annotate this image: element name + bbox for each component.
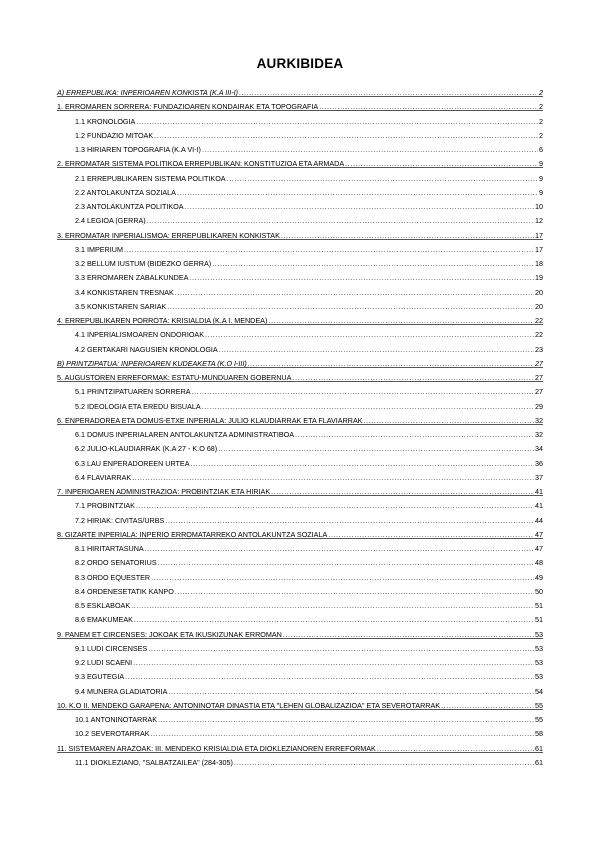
toc-page-number: 18 — [535, 259, 543, 268]
toc-page-number: 58 — [535, 729, 543, 739]
toc-entry-title: 8.5 ESKLABOAK — [75, 601, 131, 610]
toc-entry-title: 3.4 KONKISTAREN TRESNAK — [75, 287, 174, 297]
toc-leader-dots — [189, 273, 534, 282]
toc-page-number: 53 — [535, 672, 543, 682]
toc-page-number: 20 — [535, 301, 543, 311]
toc-subentry[interactable] — [57, 256, 543, 268]
toc-leader-dots — [219, 345, 534, 354]
toc-entry-title: 3.1 IMPERIUM — [75, 244, 123, 254]
toc-subentry[interactable] — [57, 441, 543, 453]
toc-leader-dots — [136, 117, 538, 126]
toc-page-number: 48 — [535, 558, 543, 568]
toc-leader-dots — [212, 259, 534, 268]
toc-entry-title: 8.3 ORDO EQUESTER — [75, 572, 151, 582]
toc-entry-title: 10. K.O II. MENDEKO GARAPENA: ANTONINOTAR DINASTIA ETA "LEHEN GLOBALIZAZIOA" ETA SEVEROTARRAK — [57, 700, 441, 710]
toc-page-number: 2 — [539, 130, 543, 140]
toc-entry-title: 2.3 ANTOLAKUNTZA POLITIKOA — [75, 202, 184, 211]
toc-subentry[interactable] — [57, 114, 543, 126]
toc-entry-title: 1. ERROMAREN SORRERA: FUNDAZIOAREN KONDAIRAK ETA TOPOGRAFIA — [57, 102, 319, 112]
toc-entry-title: 4.1 INPERIALISMOAREN ONDORIOAK — [75, 330, 205, 340]
toc-entry-title: 5. AUGUSTOREN ERREFORMAK: ESTATU-MUNDUAREN GOBERNUA — [57, 373, 292, 382]
toc-entry-title: 10.2 SEVEROTARRAK — [75, 729, 150, 739]
toc-page-number: 36 — [535, 458, 543, 468]
toc-subentry[interactable] — [57, 285, 543, 297]
toc-subentry[interactable] — [57, 427, 543, 439]
toc-page-number: 20 — [535, 287, 543, 297]
toc-entry-title: 9. PANEM ET CIRCENSES: JOKOAK ETA IKUSKIZUNAK ERROMAN — [57, 629, 282, 639]
toc-leader-dots — [154, 131, 538, 140]
toc-entry-title: 6.1 DOMUS INPERIALAREN ANTOLAKUNTZA ADMINISTRATIBOA — [75, 430, 294, 439]
toc-page-number: 29 — [535, 401, 543, 411]
toc-divider — [57, 638, 543, 639]
toc-divider — [57, 324, 543, 325]
page-title: AURKIBIDEA — [256, 56, 344, 71]
toc-page-number: 23 — [535, 344, 543, 354]
toc-entry-title: 8. GIZARTE INPERIALA: INPERIO ERROMATARREKO ANTOLAKUNTZA SOZIALA — [57, 529, 328, 539]
toc-page-number: 55 — [535, 715, 543, 724]
toc-entry-title: 8.1 HIRITARTASUNA — [75, 544, 144, 553]
toc-subentry[interactable] — [57, 726, 543, 738]
toc-entry-title: 7.1 PROBINTZIAK — [75, 501, 135, 511]
toc-page-number: 27 — [535, 358, 543, 368]
toc-leader-dots — [205, 330, 534, 339]
toc-leader-dots — [132, 473, 534, 482]
toc-subentry[interactable] — [57, 584, 543, 596]
toc-page-number: 6 — [539, 145, 543, 154]
toc-entry-title: 7. INPERIOAREN ADMINISTRAZIOA: PROBINTZIAK ETA HIRIAK — [57, 487, 271, 496]
toc-page-number: 47 — [535, 529, 543, 539]
toc-page-number: 19 — [535, 273, 543, 283]
toc-page-number: 49 — [535, 572, 543, 582]
toc-entry-title: 11. SISTEMAREN ARAZOAK: III. MENDEKO KRISIALDIA ETA DIOKLEZIANOREN ERREFORMAK — [57, 743, 376, 753]
toc-leader-dots — [295, 430, 534, 439]
toc-subentry[interactable] — [57, 456, 543, 468]
toc-subentry[interactable] — [57, 342, 543, 354]
toc-subentry[interactable] — [57, 399, 543, 411]
toc-subentry[interactable] — [57, 470, 543, 482]
toc-entry-title: 8.6 EMAKUMEAK — [75, 615, 133, 625]
toc-page-number: 2 — [539, 88, 543, 97]
toc-leader-dots — [175, 288, 534, 297]
toc-page-number: 51 — [535, 615, 543, 625]
toc-entry-title: 8.2 ORDO SENATORIUS — [75, 558, 157, 568]
toc-subentry[interactable] — [57, 299, 543, 311]
toc-page-number: 55 — [535, 700, 543, 710]
toc-leader-dots — [165, 516, 534, 525]
toc-entry-title: A) ERREPUBLIKA: INPERIOAREN KONKISTA (K.A III-I) — [57, 88, 239, 97]
toc-leader-dots — [167, 302, 534, 311]
toc-leader-dots — [151, 573, 534, 582]
toc-page-number: 22 — [535, 316, 543, 325]
toc-entry-title: 9.4 MUNERA GLADIATORIA — [75, 686, 168, 696]
toc-page-number: 32 — [535, 415, 543, 425]
toc-divider — [57, 495, 543, 496]
toc-page-number: 61 — [535, 757, 543, 767]
toc-page-number: 54 — [535, 686, 543, 696]
toc-page-number: 17 — [535, 230, 543, 240]
toc-subentry[interactable] — [57, 712, 543, 724]
toc-entry-title: 3.3 ERROMAREN ZABALKUNDEA — [75, 273, 189, 283]
toc-entry-title: 6.2 JULIO-KLAUDIARRAK (K.A 27 - K.O 68) — [75, 444, 218, 454]
toc-divider — [57, 424, 543, 425]
toc-page-number: 9 — [539, 173, 543, 183]
toc-subentry[interactable] — [57, 755, 543, 767]
toc-entry-title: 6.4 FLAVIARRAK — [75, 472, 132, 482]
toc-entry-title: 3.2 BELLUM IUSTUM (BIDEZKO GERRA) — [75, 259, 212, 268]
toc-entry-title: 7.2 HIRIAK: CIVITAS/URBS — [75, 515, 165, 525]
toc-divider — [57, 367, 543, 368]
toc-leader-dots — [158, 558, 534, 567]
toc-leader-dots — [147, 216, 534, 225]
toc-page-number: 27 — [535, 387, 543, 397]
toc-subentry[interactable] — [57, 641, 543, 653]
toc-subentry[interactable] — [57, 327, 543, 339]
toc-entry-title: 8.4 ORDENESETATIK KANPO — [75, 586, 174, 596]
toc-page-number: 12 — [535, 216, 543, 226]
toc-subentry[interactable] — [57, 655, 543, 667]
toc-subentry[interactable] — [57, 199, 543, 211]
toc-page-number: 27 — [535, 373, 543, 382]
toc-leader-dots — [133, 658, 534, 667]
toc-subentry[interactable] — [57, 570, 543, 582]
toc-entry-title: 9.1 LUDI CIRCENSES — [75, 643, 148, 653]
toc-leader-dots — [148, 644, 534, 653]
toc-entry-title: B) PRINTZIPATUA: INPERIOAREN KUDEAKETA (K.O I-III) — [57, 358, 247, 368]
toc-leader-dots — [125, 672, 534, 681]
toc-page-number: 22 — [535, 330, 543, 340]
toc-page-number: 2 — [539, 102, 543, 112]
toc-leader-dots — [151, 729, 534, 738]
toc-page-number: 61 — [535, 743, 543, 753]
toc-divider — [57, 709, 543, 710]
toc-leader-dots — [131, 601, 534, 610]
toc-subentry[interactable] — [57, 598, 543, 610]
toc-leader-dots — [168, 687, 534, 696]
toc-leader-dots — [175, 587, 534, 596]
toc-entry-title: 2.4 LEGIOA (GERRA) — [75, 216, 146, 226]
toc-entry-title: 4. ERREPUBLIKAREN PORROTA: KRISIALDIA (K.A I. MENDEA) — [57, 316, 268, 325]
toc-subentry[interactable] — [57, 541, 543, 553]
toc-page-number: 53 — [535, 658, 543, 667]
toc-entry-title: 3.5 KONKISTAREN SARIAK — [75, 301, 167, 311]
toc-page-number: 53 — [535, 643, 543, 653]
toc-entry-title: 4.2 GERTAKARI NAGUSIEN KRONOLOGIA — [75, 344, 218, 354]
toc-entry-title: 9.2 LUDI SCAENI — [75, 658, 133, 667]
toc-entry-title: 2.2 ANTOLAKUNTZA SOZIALA — [75, 187, 176, 197]
toc-page-number: 17 — [535, 244, 543, 254]
toc-subentry[interactable] — [57, 142, 543, 154]
toc-entry-title: 5.2 IDEOLOGIA ETA EREDU BISUALA — [75, 401, 201, 411]
toc-subentry[interactable] — [57, 213, 543, 225]
toc-page-number: 44 — [535, 515, 543, 525]
toc-divider — [57, 96, 543, 97]
toc-leader-dots — [185, 202, 534, 211]
toc-subentry[interactable] — [57, 270, 543, 282]
toc-leader-dots — [202, 402, 534, 411]
toc-entry-title: 2. ERROMATAR SISTEMA POLITIKOA ERREPUBLIKAN: KONSTITUZIOA ETA ARMADA — [57, 159, 345, 169]
toc-entry-title: 10.1 ANTONINOTARRAK — [75, 715, 158, 724]
toc-entry-title: 1.3 HIRIAREN TOPOGRAFIA (K.A VI-I) — [75, 145, 201, 154]
toc-subentry[interactable] — [57, 669, 543, 681]
toc-page-number: 53 — [535, 629, 543, 639]
toc-leader-dots — [145, 544, 534, 553]
toc-leader-dots — [227, 174, 538, 183]
toc-leader-dots — [177, 188, 538, 197]
toc-entry-title: 6. ENPERADOREA ETA DOMUS-ETXE INPERIALA: JULIO KLAUDIARRAK ETA FLAVIARRAK — [57, 415, 363, 425]
toc-subentry[interactable] — [57, 384, 543, 396]
toc-subentry[interactable] — [57, 171, 543, 183]
toc-leader-dots — [124, 245, 534, 254]
toc-entry-title: 3. ERROMATAR INPERIALISMOA: ERREPUBLIKAREN KONKISTAK — [57, 230, 280, 240]
toc-divider — [57, 538, 543, 539]
toc-entry-title: 9.3 EGUTEGIA — [75, 672, 125, 682]
toc-leader-dots — [192, 387, 534, 396]
toc-subentry[interactable] — [57, 555, 543, 567]
toc-entry-title: 2.1 ERREPUBLIKAREN SISTEMA POLITIKOA — [75, 173, 226, 183]
toc-page-number: 41 — [535, 487, 543, 496]
toc-page-number: 2 — [539, 116, 543, 126]
toc-leader-dots — [158, 715, 534, 724]
toc-subentry[interactable] — [57, 684, 543, 696]
toc-entry-title: 1.2 FUNDAZIO MITOAK — [75, 130, 154, 140]
toc-subentry[interactable] — [57, 612, 543, 624]
toc-leader-dots — [134, 615, 534, 624]
toc-entry-title: 5.1 PRINTZIPATUAREN SORRERA — [75, 387, 191, 397]
toc-leader-dots — [136, 501, 534, 510]
toc-divider — [57, 239, 543, 240]
toc-subentry[interactable] — [57, 498, 543, 510]
toc-page-number: 41 — [535, 501, 543, 511]
toc-page-number: 9 — [539, 187, 543, 197]
toc-subentry[interactable] — [57, 513, 543, 525]
toc-divider — [57, 752, 543, 753]
toc-divider — [57, 381, 543, 382]
toc-leader-dots — [218, 444, 534, 453]
toc-page-number: 51 — [535, 601, 543, 610]
toc-subentry[interactable] — [57, 185, 543, 197]
toc-page-number: 50 — [535, 586, 543, 596]
toc-divider — [57, 167, 543, 168]
toc-page-number: 32 — [535, 430, 543, 439]
toc-divider — [57, 110, 543, 111]
toc-entry-title: 6.3 LAU ENPERADOREEN URTEA — [75, 458, 190, 468]
toc-page-number: 34 — [535, 444, 543, 454]
toc-subentry[interactable] — [57, 128, 543, 140]
toc-subentry[interactable] — [57, 242, 543, 254]
toc-page-number: 10 — [535, 202, 543, 211]
toc-leader-dots — [202, 145, 538, 154]
toc-page-number: 37 — [535, 472, 543, 482]
toc-leader-dots — [234, 758, 534, 767]
toc-page-number: 47 — [535, 544, 543, 553]
toc-page-number: 9 — [539, 159, 543, 169]
toc-entry-title: 1.1 KRONOLOGIA — [75, 116, 136, 126]
toc-entry-title: 11.1 DIOKLEZIANO, "SALBATZAILEA" (284-305) — [75, 757, 233, 767]
toc-leader-dots — [191, 459, 534, 468]
